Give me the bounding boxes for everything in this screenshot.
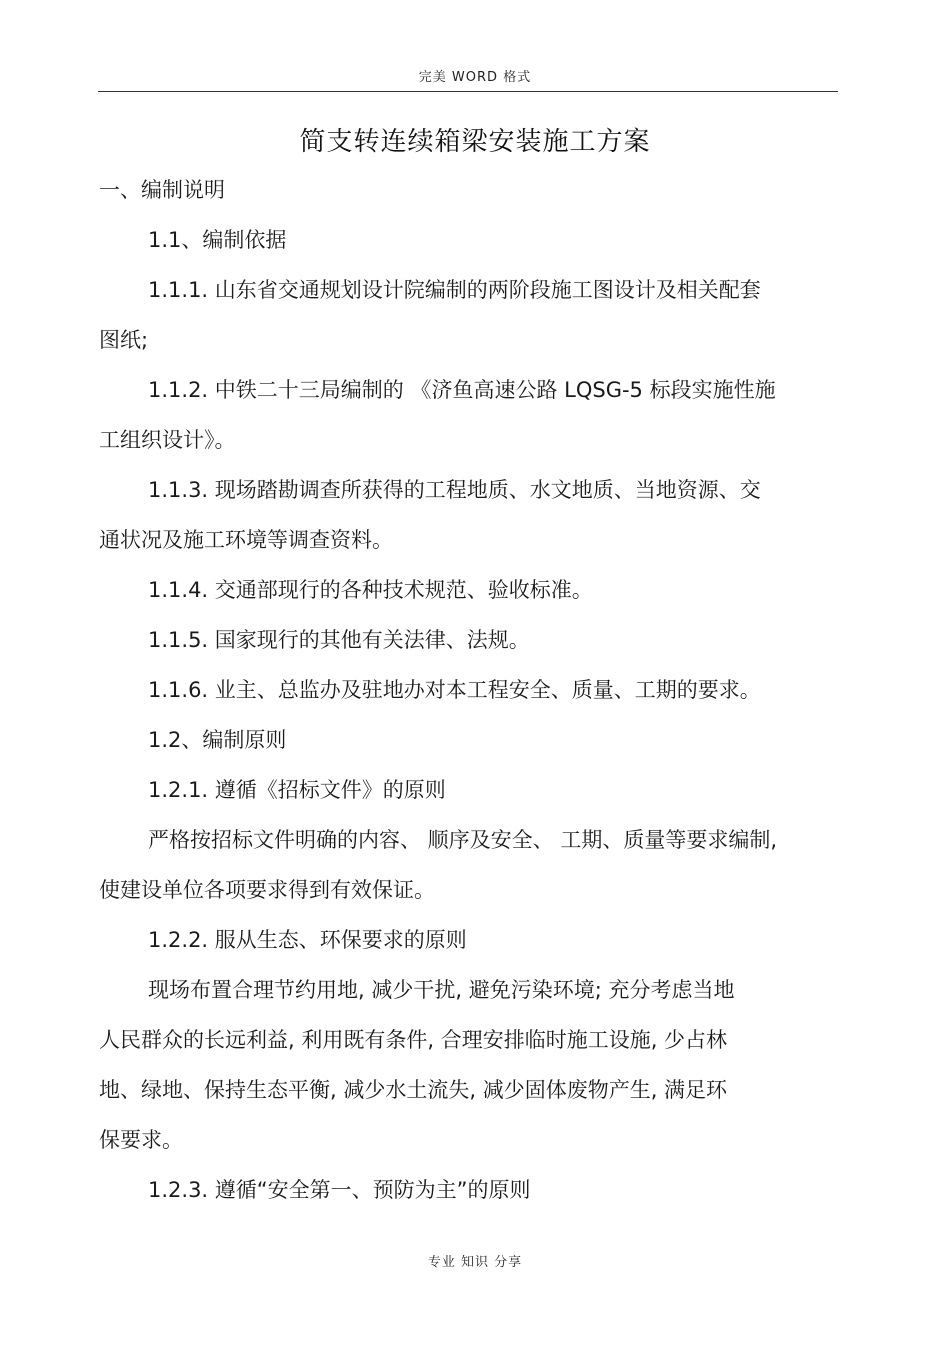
paragraph-line: 现场布置合理节约用地, 减少干扰, 避免污染环境; 充分考虑当地 <box>148 978 735 1002</box>
header-divider <box>98 91 838 92</box>
paragraph-line: 人民群众的长远利益, 利用既有条件, 合理安排临时施工设施, 少占林 <box>99 1028 728 1052</box>
paragraph-line: 1.1.6. 业主、总监办及驻地办对本工程安全、质量、工期的要求。 <box>148 678 761 702</box>
section-heading: 一、编制说明 <box>99 178 225 202</box>
paragraph-line: 工组织设计》。 <box>99 428 236 452</box>
subsection-heading: 1.2、编制原则 <box>148 728 287 752</box>
paragraph-line: 地、绿地、保持生态平衡, 减少水土流失, 减少固体废物产生, 满足环 <box>99 1078 728 1102</box>
paragraph-line: 1.2.1. 遵循《招标文件》的原则 <box>148 778 446 802</box>
paragraph-line: 1.1.2. 中铁二十三局编制的 《济鱼高速公路 LQSG-5 标段实施性施 <box>148 378 776 402</box>
paragraph-line: 1.1.4. 交通部现行的各种技术规范、验收标准。 <box>148 578 593 602</box>
paragraph-line: 保要求。 <box>99 1128 183 1152</box>
paragraph-line: 严格按招标文件明确的内容、 顺序及安全、 工期、质量等要求编制, <box>148 828 778 852</box>
page-header: 完美 WORD 格式 <box>418 70 532 85</box>
paragraph-line: 1.1.5. 国家现行的其他有关法律、法规。 <box>148 628 530 652</box>
paragraph-line: 1.1.1. 山东省交通规划设计院编制的两阶段施工图设计及相关配套 <box>148 278 761 302</box>
subsection-heading: 1.1、编制依据 <box>148 228 287 252</box>
document-title: 简支转连续箱梁安装施工方案 <box>299 127 651 157</box>
paragraph-line: 1.2.3. 遵循“安全第一、预防为主”的原则 <box>148 1178 531 1202</box>
paragraph-line: 图纸; <box>99 328 149 352</box>
paragraph-line: 通状况及施工环境等调查资料。 <box>99 528 393 552</box>
page-footer: 专业 知识 分享 <box>427 1255 523 1270</box>
paragraph-line: 1.1.3. 现场踏勘调查所获得的工程地质、水文地质、当地资源、交 <box>148 478 761 502</box>
paragraph-line: 使建设单位各项要求得到有效保证。 <box>99 878 435 902</box>
paragraph-line: 1.2.2. 服从生态、环保要求的原则 <box>148 928 467 952</box>
